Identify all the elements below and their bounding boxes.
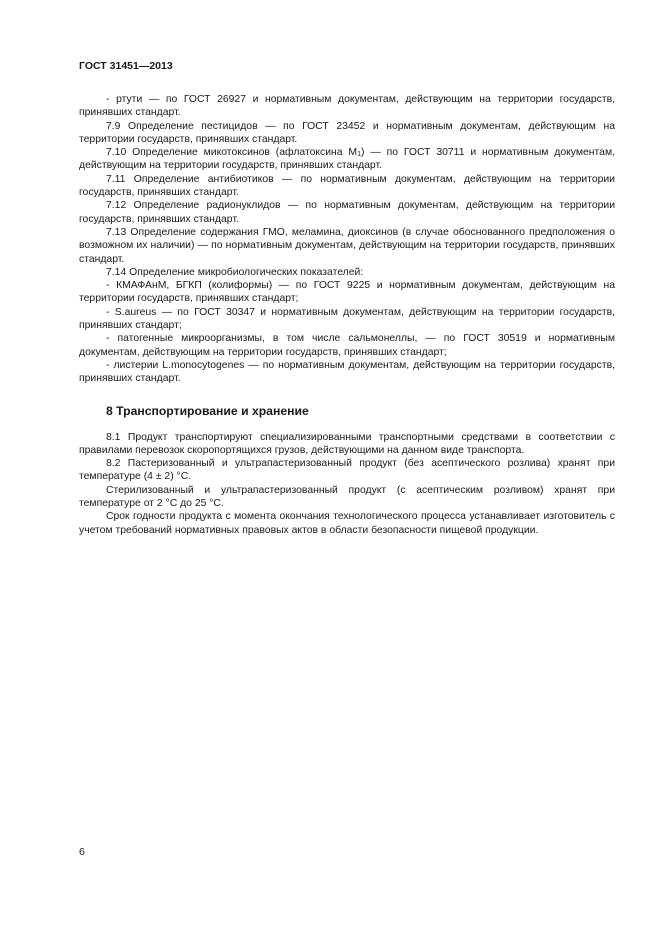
list-item-saureus: - S.aureus — по ГОСТ 30347 и нормативным документам, действующим на территории государств, принявших стандарт; (79, 306, 615, 332)
paragraph-7-10 (79, 146, 615, 173)
document-body (79, 93, 615, 537)
list-item-kmafanm: - КМАФАнМ, БГКП (колиформы) — по ГОСТ 9225 и нормативным документам, действующим на территории государств, принявших стандарт; (79, 280, 615, 305)
paragraph-8-1: 8.1 Продукт транспортируют специализированными транспортными средствами в соответствии с правилами перевозок скоропортящихся грузов, действующими на данном виде транспорта. (79, 431, 615, 456)
paragraph-shelf-life: Срок годности продукта с момента окончания технологического процесса устанавливает изготовитель с учетом требований нормативных правовых актов в области безопасности пищевой продукции. (79, 511, 615, 536)
page-number: 6 (79, 846, 85, 858)
paragraph-7-14: 7.14 Определение микробиологических показателей: (106, 266, 364, 278)
list-item-listeria: - листерии L.monocytogenes — по нормативным документам, действующим на территории государств, принявших стандарт. (79, 359, 615, 385)
document-header: ГОСТ 31451—2013 (79, 60, 173, 72)
paragraph-7-13: 7.13 Определение содержания ГМО, меламина, диоксинов (в случае обоснованного предположения о возможном их наличии) — по нормативным документам, действующим на территории государств, принявших стандарт. (79, 226, 615, 265)
section-heading-8: 8 Транспортирование и хранение (106, 403, 309, 418)
paragraph-7-10-part-b: ) — по ГОСТ 30711 и нормативным документам, действующим на территории государств, принявших стандарт. (79, 147, 615, 172)
subscript-1: 1 (357, 151, 361, 159)
paragraph-7-10-part-a: 7.10 Определение микотоксинов (афлатоксина М (106, 147, 358, 159)
paragraph-7-12: 7.12 Определение радионуклидов — по нормативным документам, действующим на территории государств, принявших стандарт. (79, 200, 615, 225)
list-item-pathogens: - патогенные микроорганизмы, в том числе сальмонеллы, — по ГОСТ 30519 и нормативным документам, действующим на территории государств, принявших стандарт; (79, 333, 615, 358)
paragraph-mercury: - ртути — по ГОСТ 26927 и нормативным документам, действующим на территории государств, принявших стандарт. (79, 94, 615, 119)
paragraph-sterilized: Стерилизованный и ультрапастеризованный продукт (с асептическим розливом) хранят при температуре от 2 °С до 25 °С. (79, 484, 615, 510)
paragraph-7-9: 7.9 Определение пестицидов — по ГОСТ 23452 и нормативным документам, действующим на территории государств, принявших стандарт. (79, 120, 615, 145)
paragraph-8-2: 8.2 Пастеризованный и ультрапастеризованный продукт (без асептического розлива) хранят при температуре (4 ± 2) °С. (79, 458, 615, 483)
paragraph-7-11: 7.11 Определение антибиотиков — по нормативным документам, действующим на территории государств, принявших стандарт. (79, 173, 615, 199)
